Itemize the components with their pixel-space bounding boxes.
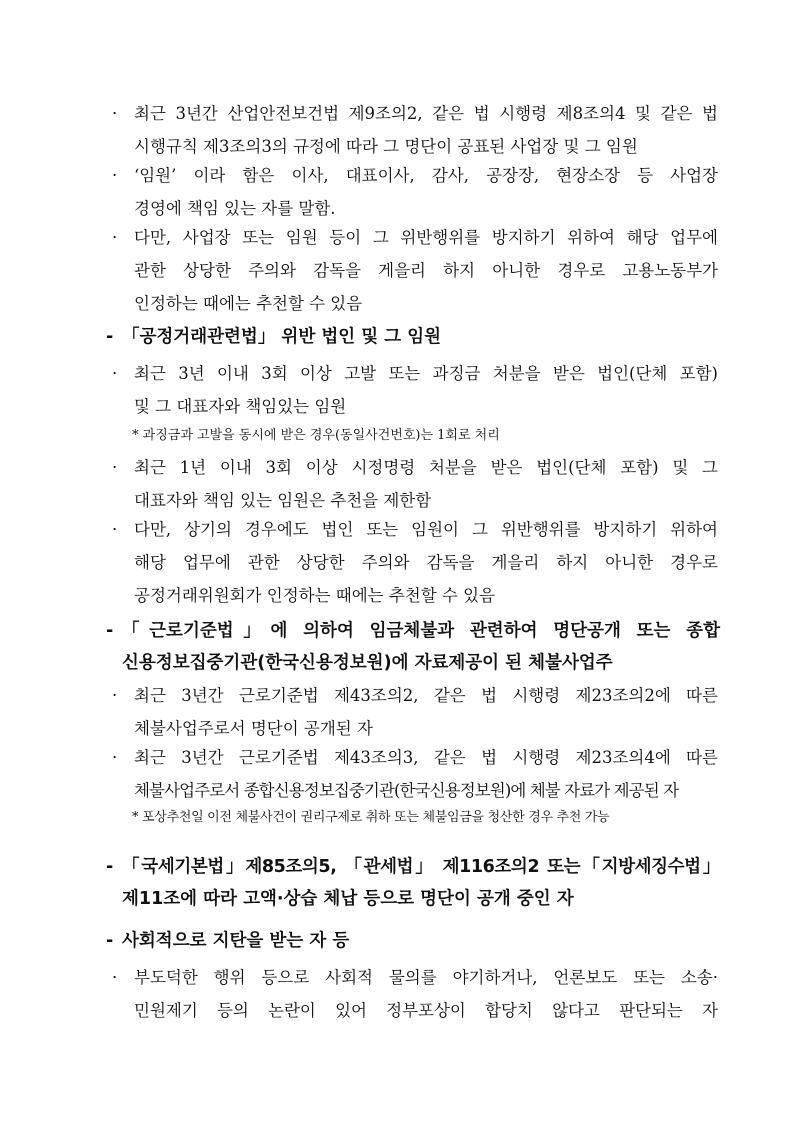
bullet-line: 공정거래위원회가 인정하는 때에는 추천할 수 있음 xyxy=(134,586,495,605)
heading-line: 사회적으로 지탄을 받는 자 등 xyxy=(122,931,350,951)
bullet-line: 최근 1년 이내 3회 이상 시정명령 처분을 받은 법인(단체 포함) 및 그 xyxy=(134,458,718,477)
bullet-line: 부도덕한 행위 등으로 사회적 물의를 야기하거나, 언론보도 또는 소송· xyxy=(134,968,718,987)
bullet-line: 경영에 책임 있는 자를 말함. xyxy=(134,199,336,218)
bullet-item-corrective-order xyxy=(112,451,718,517)
bullet-marker: · xyxy=(112,458,118,477)
bullet-line: 해당 업무에 관한 상당한 주의와 감독을 게을리 하지 아니한 경우로 xyxy=(134,553,718,572)
bullet-item-wage-arrears-disclosed xyxy=(112,679,718,745)
bullet-line: 민원제기 등의 논란이 있어 정부포상이 합당치 않다고 판단되는 자 xyxy=(134,1001,718,1020)
section-heading-social-criticism xyxy=(106,925,720,957)
bullet-line: 관한 상당한 주의와 감독을 게을리 하지 아니한 경우로 고용노동부가 xyxy=(134,261,718,280)
bullet-line: 최근 3년간 근로기준법 제43조의2, 같은 법 시행령 제23조의2에 따른 xyxy=(134,686,718,705)
bullet-marker: · xyxy=(112,520,118,539)
section-dash: - xyxy=(106,621,114,641)
bullet-item-fair-trade-penalty xyxy=(112,357,718,423)
bullet-line: ‘임원’ 이라 함은 이사, 대표이사, 감사, 공장장, 현장소장 등 사업장 xyxy=(134,166,718,185)
heading-line: 「공정거래관련법」 위반 법인 및 그 임원 xyxy=(122,327,442,347)
section-dash: - xyxy=(106,857,114,877)
heading-line: 제11조에 따라 고액·상습 체납 등으로 명단이 공개 중인 자 xyxy=(122,889,574,909)
bullet-marker: · xyxy=(112,686,118,705)
bullet-line: 최근 3년 이내 3회 이상 고발 또는 과징금 처분을 받은 법인(단체 포함) xyxy=(134,364,718,383)
section-dash: - xyxy=(106,931,114,951)
note-marker: * xyxy=(132,810,139,825)
bullet-item-exception-labor xyxy=(112,221,718,320)
bullet-line: 다만, 사업장 또는 임원 등이 그 위반행위를 방지하기 위하여 해당 업무에 xyxy=(134,228,718,247)
bullet-line: 최근 3년간 산업안전보건법 제9조의2, 같은 법 시행령 제8조의4 및 같은 법 xyxy=(134,104,718,123)
heading-line: 「국세기본법」제85조의5, 「관세법」 제116조의2 또는「지방세징수법」 xyxy=(122,857,720,877)
bullet-marker: · xyxy=(112,104,118,123)
note-fair-trade xyxy=(132,424,500,448)
bullet-line: 다만, 상기의 경우에도 법인 또는 임원이 그 위반행위를 방지하기 위하여 xyxy=(134,520,718,539)
bullet-marker: · xyxy=(112,166,118,185)
bullet-line: 및 그 대표자와 책임있는 임원 xyxy=(134,397,347,416)
bullet-line: 시행규칙 제3조의3의 규정에 따라 그 명단이 공표된 사업장 및 그 임원 xyxy=(134,137,638,156)
bullet-line: 체불사업주로서 명단이 공개된 자 xyxy=(134,719,373,738)
section-dash: - xyxy=(106,327,114,347)
bullet-marker: · xyxy=(112,364,118,383)
bullet-item-safety-law xyxy=(112,97,718,163)
bullet-line: 대표자와 책임 있는 임원은 추천을 제한함 xyxy=(134,491,432,510)
bullet-line: 체불사업주로서 종합신용정보집중기관(한국신용정보원)에 체불 자료가 제공된 자 xyxy=(134,781,679,800)
bullet-item-wage-arrears-reported xyxy=(112,741,718,807)
section-heading-labor-standards xyxy=(106,615,720,679)
note-text: 과징금과 고발을 동시에 받은 경우(동일사건번호)는 1회로 처리 xyxy=(142,428,500,443)
bullet-marker: · xyxy=(112,748,118,767)
heading-line: 신용정보집중기관(한국신용정보원)에 자료제공이 된 체불사업주 xyxy=(122,653,613,673)
bullet-marker: · xyxy=(112,228,118,247)
heading-line: 「근로기준법」에 의하여 임금체불과 관련하여 명단공개 또는 종합 xyxy=(122,621,720,641)
bullet-line: 인정하는 때에는 추천할 수 있음 xyxy=(134,294,363,313)
note-wage-arrears xyxy=(132,806,609,830)
bullet-line: 최근 3년간 근로기준법 제43조의3, 같은 법 시행령 제23조의4에 따른 xyxy=(134,748,718,767)
bullet-item-exception-fair-trade xyxy=(112,513,718,612)
bullet-marker: · xyxy=(112,968,118,987)
section-heading-tax-arrears xyxy=(106,851,720,915)
bullet-item-immoral-conduct xyxy=(112,961,718,1027)
note-marker: * xyxy=(132,428,139,443)
section-heading-fair-trade xyxy=(106,321,720,353)
note-text: 포상추천일 이전 체불사건이 권리구제로 취하 또는 체불임금을 청산한 경우 추천 가능 xyxy=(142,810,610,825)
bullet-item-officer-definition xyxy=(112,159,718,225)
